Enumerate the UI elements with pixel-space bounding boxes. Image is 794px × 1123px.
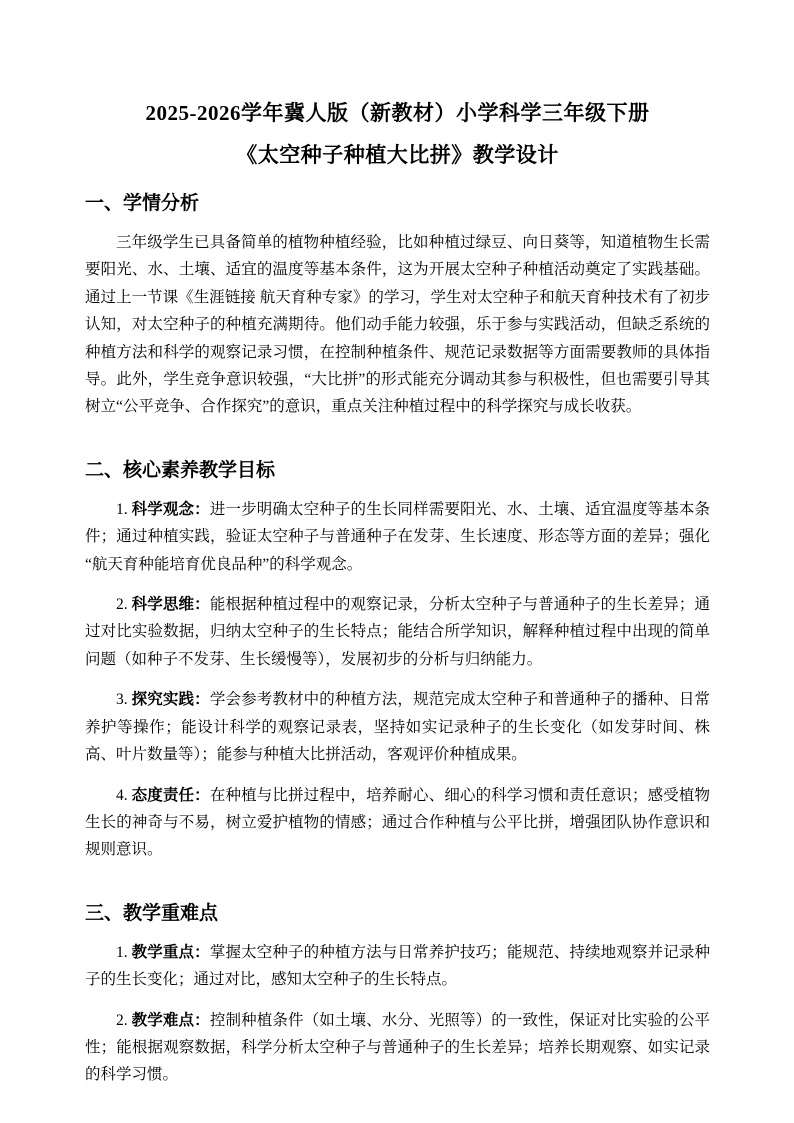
key-point-item-2 [85, 1007, 710, 1089]
key-point-item-1 [85, 939, 710, 994]
item-number: 3. [116, 691, 132, 709]
item-label: 教学重点： [131, 943, 210, 961]
section-heading-analysis: 一、学情分析 [85, 193, 200, 214]
item-label: 科学观念： [131, 500, 210, 518]
document-title [85, 92, 710, 176]
objective-item-4 [85, 782, 710, 864]
item-number: 2. [116, 1011, 132, 1029]
item-text: 能根据种植过程中的观察记录，分析太空种子与普通种子的生长差异；通过对比实验数据，归纳太空种子的生长特点；能结合所学知识，解释种植过程中出现的简单问题（如种子不发芽、生长缓慢等），发展初步的分析与归纳能力。 [85, 596, 710, 668]
objective-item-3 [85, 686, 710, 768]
item-label: 探究实践： [131, 691, 210, 709]
item-number: 1. [116, 943, 132, 961]
item-number: 2. [116, 596, 132, 614]
objective-item-1 [85, 496, 710, 578]
objective-item-2 [85, 591, 710, 673]
item-number: 4. [116, 786, 132, 804]
item-label: 态度责任： [131, 786, 210, 804]
section-heading-objectives: 二、核心素养教学目标 [85, 459, 276, 481]
document-title-line-2: 《太空种子种植大比拼》教学设计 [236, 143, 559, 167]
item-label: 科学思维： [131, 596, 210, 614]
item-text: 在种植与比拼过程中，培养耐心、细心的科学习惯和责任意识；感受植物生长的神奇与不易，树立爱护植物的情感；通过合作种植与公平比拼，增强团队协作意识和规则意识。 [85, 786, 710, 859]
item-label: 教学难点： [131, 1011, 210, 1029]
item-text: 控制种植条件（如土壤、水分、光照等）的一致性，保证对比实验的公平性；能根据观察数据，科学分析太空种子与普通种子的生长差异；培养长期观察、如实记录的科学习惯。 [85, 1011, 710, 1084]
item-number: 1. [116, 500, 132, 518]
item-text: 进一步明确太空种子的生长同样需要阳光、水、土壤、适宜温度等基本条件；通过种植实践，验证太空种子与普通种子在发芽、生长速度、形态等方面的差异；强化“航天育种能培育优良品种”的科学观念。 [85, 500, 710, 573]
item-text: 掌握太空种子的种植方法与日常养护技巧；能规范、持续地观察并记录种子的生长变化；通过对比，感知太空种子的生长特点。 [85, 943, 710, 989]
analysis-paragraph: 三年级学生已具备简单的植物种植经验，比如种植过绿豆、向日葵等，知道植物生长需要阳光、水、土壤、适宜的温度等基本条件，这为开展太空种子种植活动奠定了实践基础。通过上一节课《生涯链接 航天育种专家》的学习，学生对太空种子和航天育种技术有了初步认知，对太空种子的种植充满期待。他们动手能力较强，乐于参与实践活动，但缺乏系统的种植方法和科学的观察记录习惯，在控制种植条件、规范记录数据等方面需要教师的具体指导。此外，学生竞争意识较强，“大比拼”的形式能充分调动其参与积极性，但也需要引导其树立“公平竞争、合作探究”的意识，重点关注种植过程中的科学探究与成长收获。 [85, 234, 710, 416]
item-text: 学会参考教材中的种植方法，规范完成太空种子和普通种子的播种、日常养护等操作；能设计科学的观察记录表，坚持如实记录种子的生长变化（如发芽时间、株高、叶片数量等）；能参与种植大比拼活动，客观评价种植成果。 [85, 691, 710, 764]
document-title-line-1: 2025-2026学年冀人版（新教材）小学科学三年级下册 [145, 101, 650, 125]
section-heading-key-points: 三、教学重难点 [85, 902, 219, 924]
